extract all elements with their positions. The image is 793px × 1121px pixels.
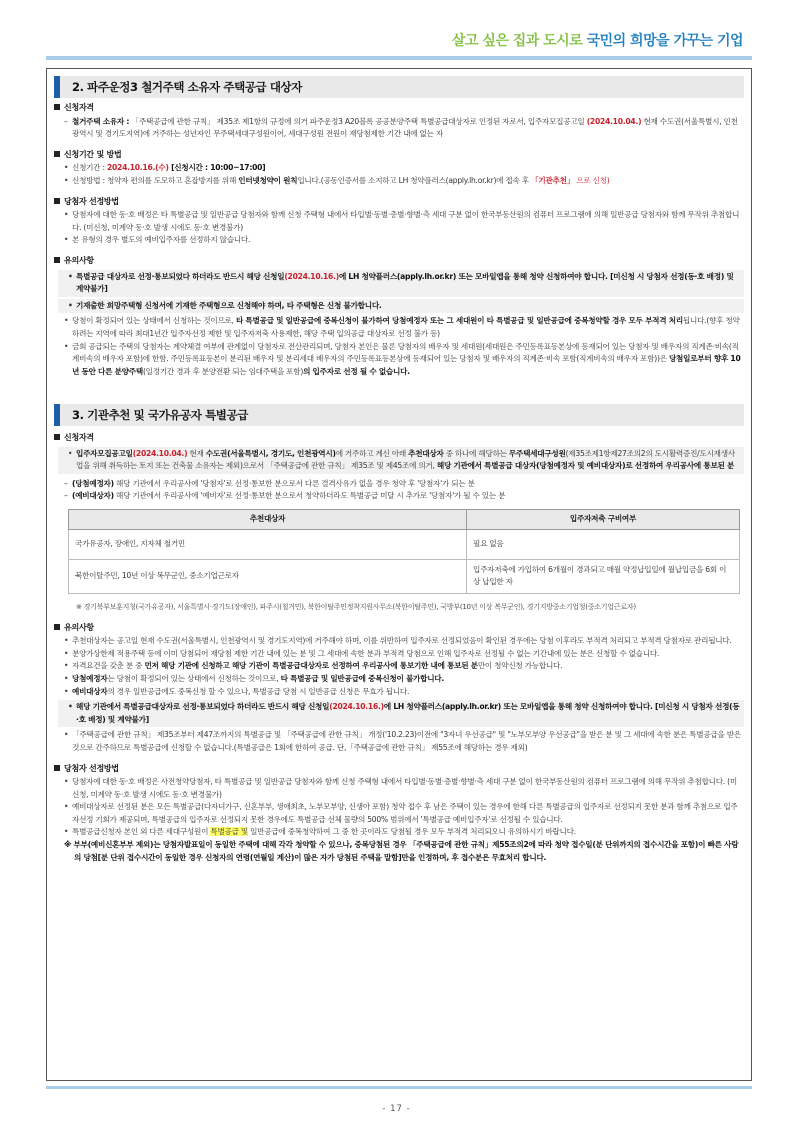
s3-eligibility-dash: – (예비대상자) 해당 기관에서 우리공사에 '예비자'로 선정·통보한 분으로서 청약하더라도 특별공급 미달 시 추가로 '당첨자'가 될 수 있는 분	[58, 490, 744, 503]
s3-selection-item: • 예비대상자로 선정된 분은 모든 특별공급(다자녀가구, 신혼부부, 생애최초, 노부모부양, 신생아 포함) 청약 접수 후 남은 주택이 있는 경우에 한해 다른 특별공급의 입주자로 선정되지 못한 분과 함께 추첨으로 입주자선정 기회가 제공되며, 특별공급의 입주자로 선정되지 못한 경우에도 특별공급 선체 물량의 500% 범위에서 '특별공급 예비입주자'로 선정될 수 있습니다.	[58, 801, 744, 826]
s3-selection-item: • 당첨자에 대한 동·호 배정은 사전청약당첨자, 타 특별공급 및 일반공급 당첨자와 함께 신청 주택형 내에서 타입별·동별·층별·향별·측 세대 구분 없이 한국부동산원의 컴퓨터 프로그램에 의해 무작위 추첨합니다. (미신청, 미계약 동·호 발생 시에도 동·호 변경불가)	[58, 776, 744, 801]
section-marker	[54, 404, 60, 426]
footer-divider	[46, 1086, 752, 1089]
s2-period-date: • 신청기간 : 2024.10.16.(수) [신청시간 : 10:00~17:00]	[58, 162, 744, 175]
s2-notes-heading: 유의사항	[54, 255, 744, 268]
s3-selection-note: ※ 부부(예비신혼부부 제외)는 당첨자발표일이 동일한 주택에 대해 각각 청약할 수 있으나, 중복당첨된 경우 「주택공급에 관한 규칙」제55조의2에 따라 청약 접수일(분 단위까지의 접수시간을 포함)이 빠른 사람의 당첨[분 단위 접수시간이 동일한 경우 신청자의 연령(연월일 계산)이 많은 자가 당첨된 주택을 말함]만을 인정하며, 후 접수분은 무효처리 합니다.	[64, 840, 739, 862]
header-divider	[46, 56, 752, 60]
square-bullet-icon	[54, 765, 60, 771]
s2-note-highlight: • 기재출한 희망주택형 신청서에 기재한 주택형으로 신청해야 하며, 타 주택형은 신청 불가합니다.	[58, 299, 744, 314]
recommendation-table	[68, 509, 740, 594]
square-bullet-icon	[54, 434, 60, 440]
s3-selection-heading: 당첨자 선정방법	[54, 763, 744, 776]
s2-selection-item: • 본 유형의 경우 별도의 예비입주자를 선정하지 않습니다.	[58, 234, 744, 247]
table-header: 추천대상자	[69, 509, 467, 529]
s2-period-heading: 신청기간 및 방법	[54, 149, 744, 162]
s2-eligibility-heading: 신청자격	[54, 102, 744, 115]
s3-note-highlight: • 해당 기관에서 특별공급대상자로 선정·통보되었다 하더라도 반드시 해당 신청일(2024.10.16.)에 LH 청약플러스(apply.lh.or.kr) 또는 모바일앱을 통해 청약 신청하여야 합니다. [미신청 시 당첨자 선정(동·호 배정) 및 계약불가]	[58, 700, 744, 727]
square-bullet-icon	[54, 257, 60, 263]
table-cell: 북한이탈주민, 10년 이상 복무군인, 중소기업근로자	[69, 559, 467, 593]
s3-note: • 당첨예정자는 당첨이 확정되어 있는 상태에서 신청하는 것이므로, 타 특별공급 및 일반공급에 중복신청이 불가합니다.	[58, 673, 744, 686]
s2-selection-heading: 당첨자 선정방법	[54, 196, 744, 209]
s2-selection-item: • 당첨자에 대한 동·호 배정은 타 특별공급 및 일반공급 당첨자와 함께 신청 주택형 내에서 타입별·동별·층별·향별·측 세대 구분 없이 한국부동산원의 컴퓨터 프로그램에 의해 일반공급 당첨자와 함께 무작위 추첨합니다. (미신청, 미계약 동·호 발생 시에도 동·호 변경불가)	[58, 209, 744, 234]
square-bullet-icon	[54, 151, 60, 157]
s3-notes-heading: 유의사항	[54, 622, 744, 635]
s2-note-highlight: • 특별공급 대상자로 선정·통보되었다 하더라도 반드시 해당 신청일(2024.10.16.)에 LH 청약플러스(apply.lh.or.kr) 또는 모바일앱을 통해 청약 신청하여야 합니다. [미신청 시 당첨자 선정(동·호 배정) 및 계약불가]	[58, 270, 744, 297]
table-cell: 입주자저축에 가입하여 6개월이 경과되고 매월 약정납입일에 월납입금을 6회 이상 납입한 자	[467, 559, 740, 593]
table-row	[69, 529, 740, 559]
s3-eligibility-main: • 입주자모집공고일(2024.10.04.) 현재 수도권(서울특별시, 경기도, 인천광역시)에 거주하고 계신 아래 추천대상자 중 하나에 해당하는 무주택세대구성원(제35조제1항제27조의2의 도시활력증진/도시재생사업을 위해 취득하는 토지 또는 건축물 소유자는 제외)으로서 「주택공급에 관한 규칙」 제35조 및 제45조에 의거, 해당 기관에서 특별공급 대상자(당첨예정자 및 예비대상자)로 선정하여 우리공사에 통보된 분	[58, 447, 744, 474]
page-number: - 17 -	[382, 1104, 411, 1114]
s2-note: • 금회 공급되는 주택의 당첨자는 계약체결 여부에 관계없이 당첨자로 전산관리되며, 당첨자 본인은 물론 당첨자의 배우자 및 세대원(세대원은 주민등록표등본상에 등재되어 있는 당첨자 및 배우자의 직계존·비속(직계비속의 배우자 포함)에 한함. 주민등록표등본이 분리된 배우자 및 분리세대 배우자의 주민등록표등본상에 등재되어 있는 당첨자 및 배우자의 직계존·비속 포함(직계비속의 배우자 포함))은 당첨일로부터 향후 10년 동안 다른 분양주택(일정기간 경과 후 분양전환 되는 임대주택을 포함)의 입주자로 선정 될 수 없습니다.	[58, 341, 744, 379]
section2-title: 2. 파주운정3 철거주택 소유자 주택공급 대상자	[72, 80, 302, 94]
table-row	[69, 559, 740, 593]
section3-title: 3. 기관추천 및 국가유공자 특별공급	[72, 408, 248, 422]
s3-note: • 예비대상자의 경우 일반공급에도 중복신청 할 수 있으나, 특별공급 당첨 시 일반공급 신청은 무효가 됩니다.	[58, 686, 744, 699]
s2-note: • 당첨이 확정되어 있는 상태에서 신청하는 것이므로, 타 특별공급 및 일반공급에 중복신청이 불가하여 당첨예정자 또는 그 세대원이 타 특별공급 및 일반공급에 중복청약할 경우 모두 부적격 처리됩니다.(향후 청약하려는 지역에 따라 최대1년간 입주자선정 제한 및 입주자저축 사용제한, 해당 주택 입의공급 대상자로 선정 불가 등)	[58, 315, 744, 340]
s2-eligibility-text: – 철거주택 소유자 : 「주택공급에 관한 규칙」 제35조 제1항의 규정에 의거 파주운정3 A20블록 공공분양주택 특별공급대상자로 인정된 자로서, 입주자모집공고일 (2024.10.04.) 현재 수도권(서울특별시, 인천광역시 및 경기도지역)에 거주하는 성년자인 무주택세대구성원이어, 세대구성원 전원이 재당첨제한 기간 내에 없는 자	[58, 116, 744, 141]
s3-selection-item: • 특별공급신청자 본인 외 다른 세대구성원이 특별공급 및 일반공급에 중복청약하여 그 중 한 곳이라도 당첨될 경우 모두 부적격 처리되오니 유의하시기 바랍니다.	[58, 826, 744, 839]
s3-note: • 분양가상한제 적용주택 등에 이미 당첨되어 재당첨 제한 기간 내에 있는 분 및 그 세대에 속한 분과 부적격 당첨으로 인해 입주자로 선정될 수 없는 기간내에 있는 분은 신청할 수 없습니다.	[58, 648, 744, 661]
s3-note: • 자격요건을 갖춘 분 중 먼저 해당 기관에 신청하고 해당 기관이 특별공급대상자로 선정하여 우리공사에 통보기한 내에 통보된 분만이 청약신청 가능합니다.	[58, 660, 744, 673]
table-cell: 국가유공자, 장애인, 지자체 철거민	[69, 529, 467, 559]
section2-body	[54, 102, 744, 378]
s3-note: • 추천대상자는 공고일 현재 수도권(서울특별시, 인천광역시 및 경기도지역)에 거주해야 하며, 이를 위반하여 입주자로 선정되었음이 확인된 경우에는 당첨 이후라도 부적격 처리되고 부적격 당첨자로 관리됩니다.	[58, 635, 744, 648]
s3-note: • 「주택공급에 관한 규칙」 제35조부터 제47조까지의 특별공급 및 「주택공급에 관한 규칙」 개정('10.2.23)이전에 "3자녀 우선공급" 및 "노부모부양 우선공급"을 받은 분 및 그 세대에 속한 분은 특별공급을 받은 것으로 간주하므로 특별공급에 신청할 수 없습니다.(특별공급은 1회에 한하여 공급. 단,「주택공급에 관한 규칙」 제55조에 해당하는 경우 제외)	[58, 729, 744, 754]
s2-period-method: • 신청방법 : 청약자 편의를 도모하고 혼잡방지를 위해 인터넷청약이 원칙입니다.(공동인증서를 소지하고 LH 청약플러스(apply.lh.or.kr)에 접속 후 「기관추천」 으로 신청)	[58, 175, 744, 188]
section-marker	[54, 76, 60, 98]
s3-eligibility-dash: – (당첨예정자) 해당 기관에서 우리공사에 '당첨자'로 선정·통보한 분으로서 다른 결격사유가 없을 경우 청약 후 '당첨자'가 되는 분	[58, 478, 744, 491]
section3-header	[54, 404, 744, 426]
square-bullet-icon	[54, 198, 60, 204]
s3-eligibility-heading: 신청자격	[54, 432, 744, 445]
square-bullet-icon	[54, 104, 60, 110]
table-cell: 필요 없음	[467, 529, 740, 559]
section2-header	[54, 76, 744, 98]
square-bullet-icon	[54, 624, 60, 630]
header-slogan: 살고 싶은 집과 도시로 국민의 희망을 가꾸는 기업	[451, 33, 743, 49]
table-header: 입주자저축 구비여부	[467, 509, 740, 529]
section3-body	[54, 432, 744, 864]
table-footnote: ※ 경기북부보훈지청(국가유공자), 서울특별시·경기도(장애인), 파주시(철거민), 북한이탈주민정착지원사무소(북한이탈주민), 국방부(10년 이상 복무군인), 경기지방중소기업청(중소기업근로자)	[76, 602, 636, 611]
